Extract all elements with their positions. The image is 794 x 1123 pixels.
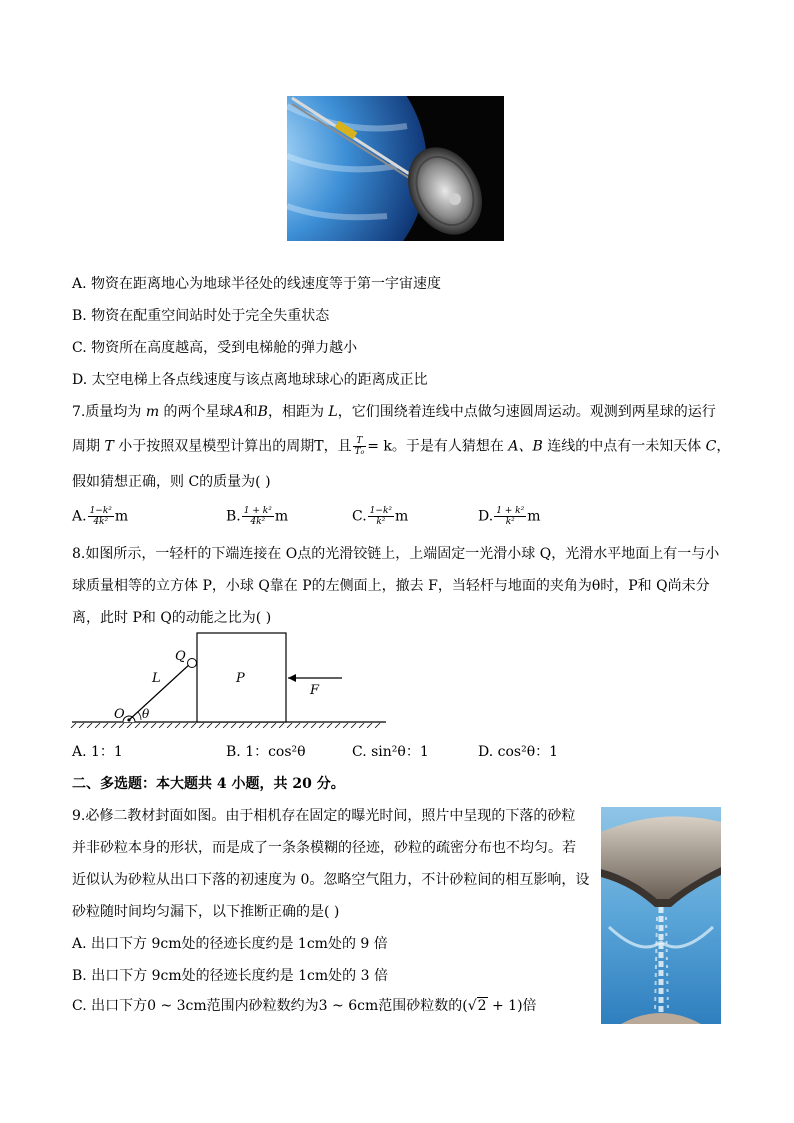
q8-option-b: B. 1：cos²θ [226, 744, 306, 760]
q8-option-a: A. 1：1 [72, 744, 123, 760]
q7-stem-line2: 周期 T 小于按照双星模型计算出的周期T，且 $\frac{T}{\text{T₀}}$ = k。于是有人猜想在 A、B 连线的中点有一未知天体 C， [72, 436, 731, 457]
q8-option-c: C. sin²θ：1 [352, 744, 429, 760]
q6-option-d: D. 太空电梯上各点线速度与该点离地球球心的距离成正比 [72, 372, 428, 388]
q8-stem-line2: 球质量相等的立方体 P，小球 Q靠在 P的左侧面上，撤去 F，当轻杆与地面的夹角为θ时，P和 Q尚未分 [72, 578, 710, 594]
section-heading: 二、多选题：本大题共 4 小题，共 20 分。 [72, 776, 345, 792]
q8-stem-line1: 8.如图所示，一轻杆的下端连接在 O点的光滑铰链上，上端固定一光滑小球 Q，光滑水平地面上有一与小 [72, 546, 720, 562]
label-Q: Q [175, 649, 186, 664]
q7-stem-line1: 7.质量均为 m 的两个星球A和B，相距为 L，它们围绕着连线中点做匀速圆周运动。观测到两星球的运行 [72, 404, 716, 420]
label-P: P [236, 671, 245, 686]
q7-option-b: B. $\frac{\text{1 + k²}}{\text{4k²}}$ m [226, 506, 289, 527]
q9-stem-line1: 9.必修二教材封面如图。由于相机存在固定的曝光时间，照片中呈现的下落的砂粒 [72, 808, 576, 824]
q9-option-c: C. 出口下方0 ~ 3cm范围内砂粒数约为3 ~ 6cm范围砂粒数的(√2 + 1)倍 [72, 998, 537, 1014]
q8-option-d: D. cos²θ：1 [478, 744, 559, 760]
q7-stem-line3: 假如猜想正确，则 C的质量为( ) [72, 474, 271, 490]
q9-stem-line4: 砂粒随时间均匀漏下，以下推断正确的是( ) [72, 904, 340, 920]
sqrt-radicand: 2 [477, 998, 487, 1014]
q9-stem-line3: 近似认为砂粒从出口下落的初速度为 0。忽略空气阻力，不计砂粒间的相互影响，设 [72, 872, 590, 888]
q6-option-a: A. 物资在距离地心为地球半径处的线速度等于第一宇宙速度 [72, 276, 442, 292]
label-O: O [114, 707, 125, 722]
label-L: L [152, 671, 161, 686]
q7-option-d: D. $\frac{\text{1 + k²}}{\text{k²}}$ m [478, 506, 541, 527]
q9-option-b: B. 出口下方 9cm处的径迹长度约是 1cm处的 3 倍 [72, 968, 388, 984]
q7-ratio-fraction: $\frac{T}{\text{T₀}}$ [354, 436, 365, 457]
q8-stem-line3: 离，此时 P和 Q的动能之比为( ) [72, 610, 272, 626]
q9-option-a: A. 出口下方 9cm处的径迹长度约是 1cm处的 9 倍 [72, 936, 388, 952]
q7-option-c: C. $\frac{\text{1−k²}}{\text{k²}}$ m [352, 506, 409, 527]
hourglass-image [601, 807, 721, 1024]
space-elevator-image [287, 96, 504, 241]
q8-figure [70, 628, 390, 728]
q7-option-a: A. $\frac{\text{1−k²}}{\text{4k²}}$ m [72, 506, 129, 527]
label-F: F [310, 683, 320, 698]
q6-option-c: C. 物资所在高度越高，受到电梯舱的弹力越小 [72, 340, 358, 356]
q6-option-b: B. 物资在配重空间站时处于完全失重状态 [72, 308, 330, 324]
label-theta: θ [142, 707, 150, 721]
q9-stem-line2: 并非砂粒本身的形状，而是成了一条条模糊的径迹，砂粒的疏密分布也不均匀。若 [72, 840, 576, 856]
